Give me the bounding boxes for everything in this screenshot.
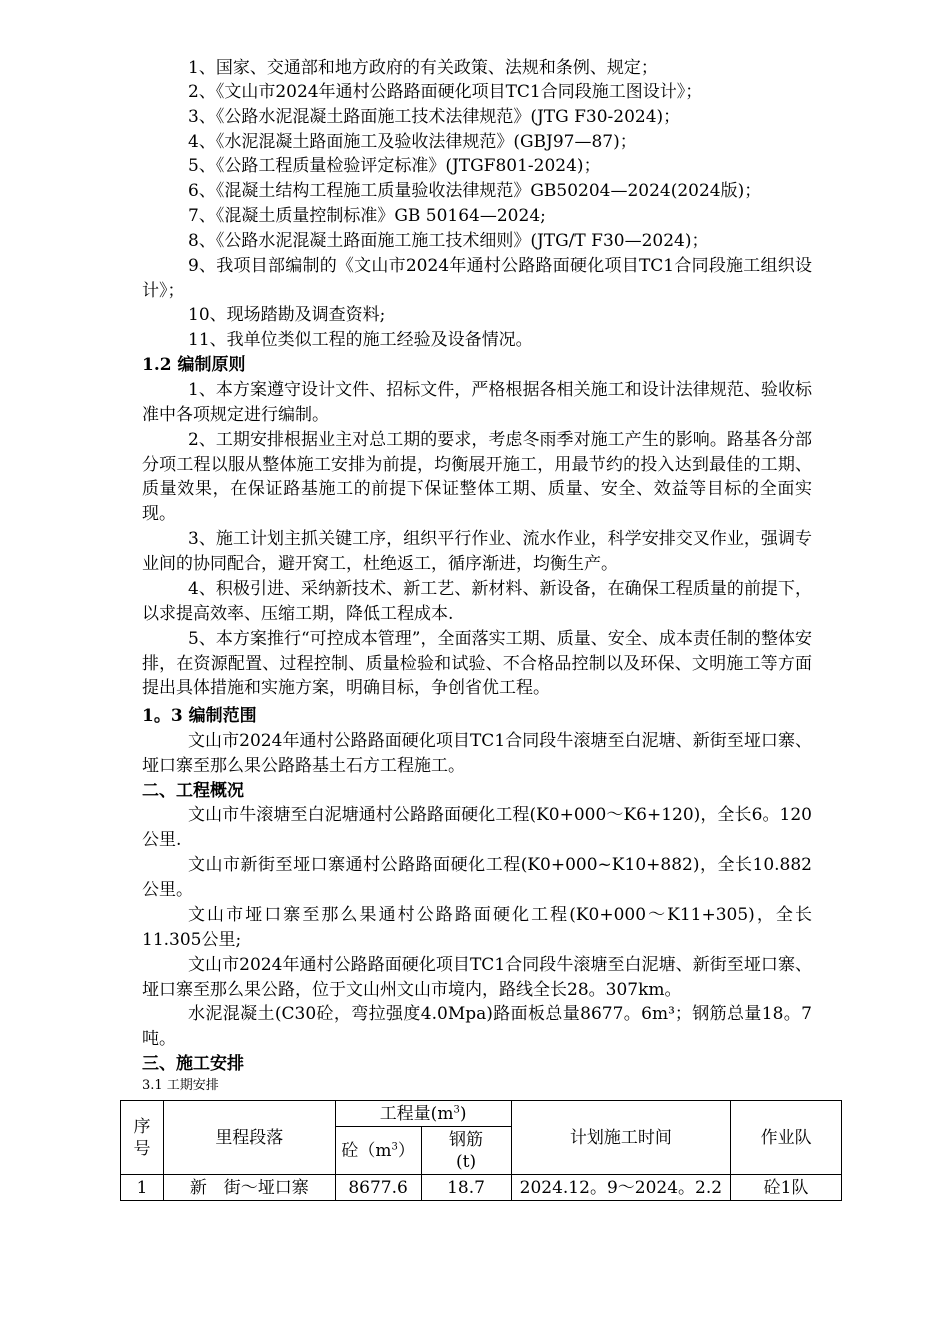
principle-5: 5、本方案推行“可控成本管理”，全面落实工期、质量、安全、成本责任制的整体安排，在资源配置、过程控制、质量检验和试验、不合格品控制以及环保、文明施工等方面提出具体措施和实施方案，明确目标，争创省优工程。 <box>142 629 812 699</box>
header-concrete-label: 砼（m <box>341 1140 392 1161</box>
subsection-3-1-label: 3.1 工期安排 <box>142 1078 219 1093</box>
basis-item-7: 7、《混凝土质量控制标准》GB 50164—2024; <box>188 206 546 226</box>
header-concrete-sup: 3 <box>391 1140 398 1152</box>
scope-paragraph: 文山市2024年通村公路路面硬化项目TC1合同段牛滚塘至白泥塘、新街至垭口寨、垭口寨至那么果公路路基土石方工程施工。 <box>142 731 812 776</box>
cell-concrete: 8677.6 <box>335 1175 421 1201</box>
header-concrete <box>335 1127 421 1175</box>
header-quantity-label: 工程量(m <box>379 1103 454 1124</box>
cell-rebar: 18.7 <box>421 1175 511 1201</box>
header-quantity-sup: 3 <box>453 1103 460 1115</box>
header-time: 计划施工时间 <box>511 1101 731 1175</box>
header-quantity-close: ) <box>459 1103 467 1124</box>
overview-road-1: 文山市牛滚塘至白泥塘通村公路路面硬化工程(K0+000～K6+120)，全长6。120公里. <box>142 805 812 850</box>
basis-item-10: 10、现场踏勘及调查资料; <box>188 305 386 325</box>
basis-item-9: 9、我项目部编制的《文山市2024年通村公路路面硬化项目TC1合同段施工组织设计》； <box>142 256 812 301</box>
table-row <box>121 1175 842 1201</box>
basis-item-8: 8、《公路水泥混凝土路面施工施工技术细则》(JTG/T F30—2024)； <box>188 231 709 251</box>
section-2-heading: 二、工程概况 <box>142 781 244 801</box>
header-concrete-close: ） <box>397 1140 415 1161</box>
basis-item-1: 1、国家、交通部和地方政府的有关政策、法规和条例、规定； <box>188 58 658 78</box>
principle-2: 2、工期安排根据业主对总工期的要求，考虑冬雨季对施工产生的影响。路基各分部分项工程以服从整体施工安排为前提，均衡展开施工，用最节约的投入达到最佳的工期、质量效果，在保证路基施工的前提下保证整体工期、质量、安全、效益等目标的全面实现。 <box>142 430 812 524</box>
overview-road-3: 文山市垭口寨至那么果通村公路路面硬化工程(K0+000～K11+305)，全长11.305公里; <box>142 905 812 950</box>
section-1-2-heading: 1.2 编制原则 <box>142 355 246 375</box>
basis-item-11: 11、我单位类似工程的施工经验及设备情况。 <box>188 330 533 350</box>
basis-item-4: 4、《水泥混凝土路面施工及验收法律规范》(GBJ97—87)； <box>188 132 637 152</box>
header-team: 作业队 <box>731 1101 842 1175</box>
cell-team: 砼1队 <box>731 1175 842 1201</box>
cell-time: 2024.12。9～2024。2.2 <box>511 1175 731 1201</box>
cell-section: 新 街～垭口寨 <box>163 1175 335 1201</box>
overview-quantities: 水泥混凝土(C30砼，弯拉强度4.0Mpa)路面板总量8677。6m³；钢筋总量18。7吨。 <box>142 1004 812 1049</box>
header-no: 序号 <box>121 1101 164 1175</box>
section-3-heading: 三、施工安排 <box>142 1054 244 1074</box>
header-rebar: 钢筋(t) <box>421 1127 511 1175</box>
section-1-3-heading: 1。3 编制范围 <box>142 706 257 726</box>
principle-3: 3、施工计划主抓关键工序，组织平行作业、流水作业，科学安排交叉作业，强调专业间的协同配合，避开窝工，杜绝返工，循序渐进，均衡生产。 <box>142 529 812 574</box>
basis-item-2: 2、《文山市2024年通村公路路面硬化项目TC1合同段施工图设计》； <box>188 82 703 102</box>
overview-summary: 文山市2024年通村公路路面硬化项目TC1合同段牛滚塘至白泥塘、新街至垭口寨、垭口寨至那么果公路，位于文山州文山市境内，路线全长28。307km。 <box>142 955 812 1000</box>
overview-road-2: 文山市新街至垭口寨通村公路路面硬化工程(K0+000~K10+882)，全长10.882公里。 <box>142 855 812 900</box>
header-quantity <box>335 1101 511 1127</box>
schedule-table <box>120 1100 842 1201</box>
principle-4: 4、积极引进、采纳新技术、新工艺、新材料、新设备，在确保工程质量的前提下，以求提高效率、压缩工期，降低工程成本. <box>142 579 812 624</box>
cell-no: 1 <box>121 1175 164 1201</box>
basis-item-6: 6、《混凝土结构工程施工质量验收法律规范》GB50204—2024(2024版)； <box>188 181 762 201</box>
principle-1: 1、本方案遵守设计文件、招标文件，严格根据各相关施工和设计法律规范、验收标准中各项规定进行编制。 <box>142 380 812 425</box>
header-section: 里程段落 <box>163 1101 335 1175</box>
basis-item-5: 5、《公路工程质量检验评定标准》(JTGF801-2024)； <box>188 156 601 176</box>
basis-item-3: 3、《公路水泥混凝土路面施工技术法律规范》(JTG F30-2024)； <box>188 107 681 127</box>
